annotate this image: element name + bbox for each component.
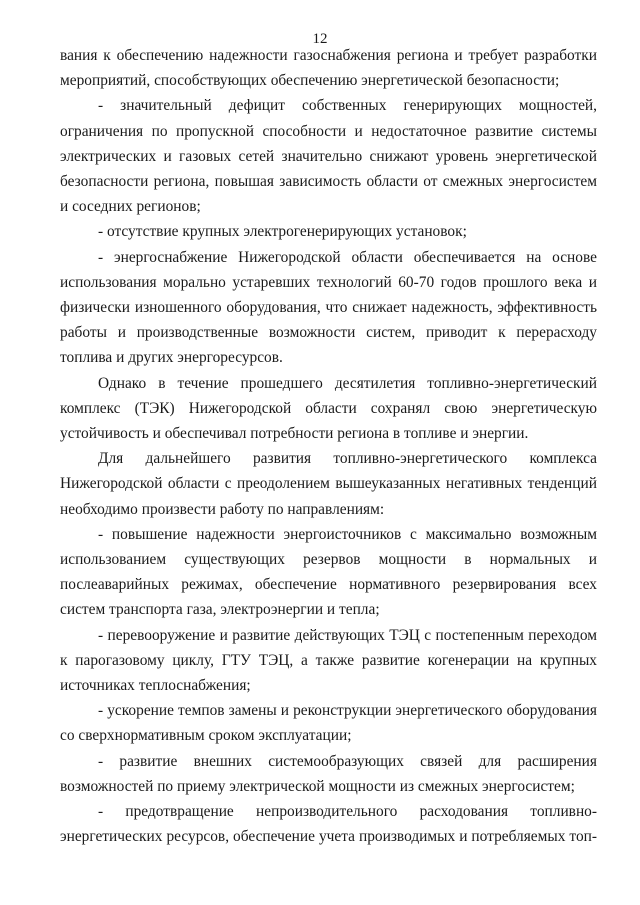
paragraph-resource-waste: - предотвращение непроизводительного расходования топливно-энергетических ресурсов, обеспечение учета производимых и потребляемых топ- <box>60 803 597 846</box>
page-number: 12 <box>312 31 328 47</box>
paragraph-outdated-technology: - энергоснабжение Нижегородской области обеспечивается на основе использования морально устаревших технологий 60-70 годов прошлого века и физически изношенного оборудования, что снижает надежность, эффективность работы и производственные возможности систем, приводит к перерасходу топлива и других энергоресурсов. <box>60 248 597 367</box>
paragraph-development-directions: Для дальнейшего развития топливно-энергетического комплекса Нижегородской области с преодолением вышеуказанных негативных тенденций необходимо произвести работу по направлениям: <box>60 450 597 518</box>
paragraph-no-large-plants: - отсутствие крупных электрогенерирующих установок; <box>98 223 467 241</box>
paragraph-reliability: - повышение надежности энергоисточников с максимально возможным использованием существующих резервов мощности в нормальных и послеаварийных режимах, обеспечение нормативного резервирования всех систем транспорта газа, электроэнергии и тепла; <box>60 525 597 619</box>
document-body <box>60 43 597 850</box>
paragraph-chp-rearmament: - перевооружение и развитие действующих ТЭЦ с постепенным переходом к парогазовому циклу, ГТУ ТЭЦ, а также развитие когенерации на крупных источниках теплоснабжения; <box>60 626 597 695</box>
paragraph-continuation: вания к обеспечению надежности газоснабжения региона и требует разработки мероприятий, способствующих обеспечению энергетической безопасности; <box>60 47 597 90</box>
paragraph-external-links: - развитие внешних системообразующих связей для расширения возможностей по приему электрической мощности из смежных энергосистем; <box>60 752 597 795</box>
paragraph-generation-deficit: - значительный дефицит собственных генерирующих мощностей, ограничения по пропускной способности и недостаточное развитие системы электрических и газовых сетей значительно снижают уровень энергетической безопасности региона, повышая зависимость области от смежных энергосистем и соседних регионов; <box>60 97 597 216</box>
paragraph-equipment-replacement: - ускорение темпов замены и реконструкции энергетического оборудования со сверхнормативным сроком эксплуатации; <box>60 702 597 745</box>
paragraph-tek-stability: Однако в течение прошедшего десятилетия топливно-энергетический комплекс (ТЭК) Нижегородской области сохранял свою энергетическую устойчивость и обеспечивал потребности региона в топливе и энергии. <box>60 374 597 443</box>
